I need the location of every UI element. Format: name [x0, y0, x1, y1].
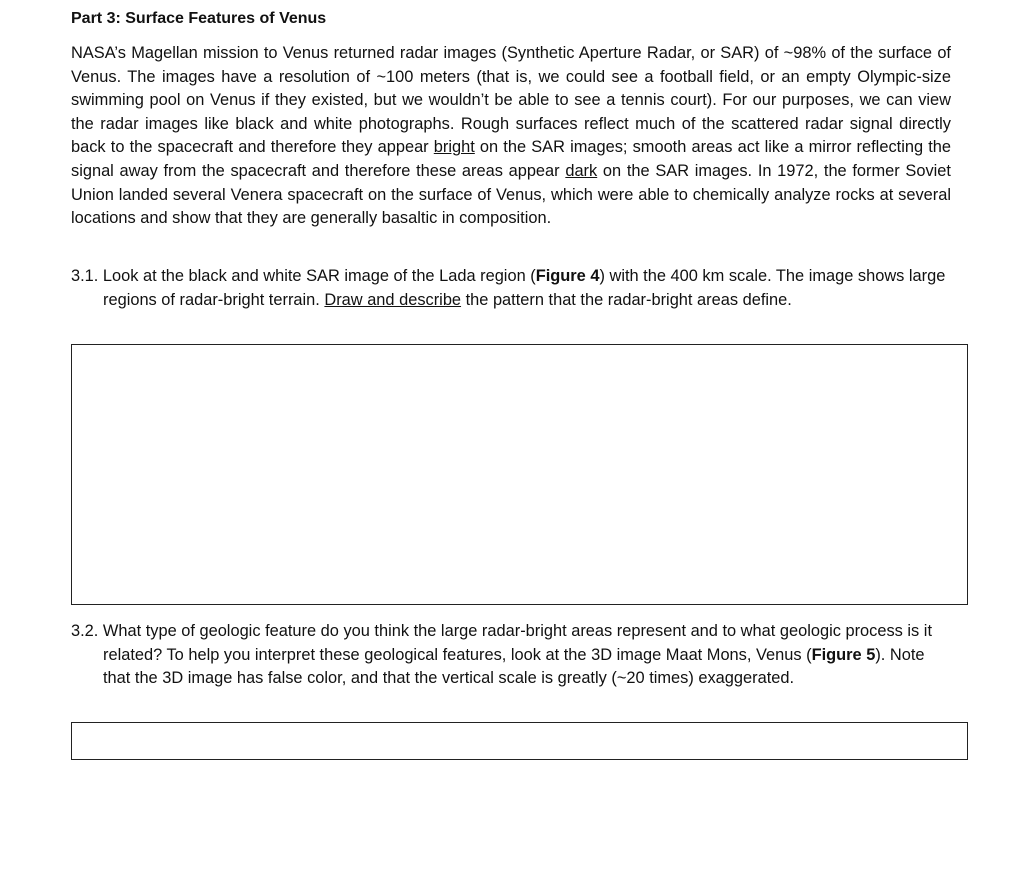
intro-text-2: on the SAR images; smooth areas act like a mirror reflecting the signal away from the spacecraft and therefore these areas appear — [71, 138, 951, 180]
figure-5-ref: Figure 5 — [811, 645, 876, 664]
question-3-1-text-a: 3.1. Look at the black and white SAR image of the Lada region ( — [71, 267, 536, 285]
question-3-2-text-b: ). Note that the 3D image has false color, and that the vertical scale is greatly (~20 times) exaggerated. — [103, 645, 925, 688]
dark-term: dark — [565, 161, 598, 180]
intro-paragraph — [71, 42, 951, 231]
question-3-1 — [71, 265, 948, 312]
section-heading: Part 3: Surface Features of Venus — [71, 10, 327, 27]
figure-4-ref: Figure 4 — [535, 267, 600, 285]
question-3-1-text-c: the pattern that the radar-bright areas define. — [461, 290, 792, 309]
answer-box-3-2[interactable] — [71, 722, 968, 760]
question-3-2 — [71, 620, 948, 691]
draw-describe-instruction: Draw and describe — [324, 290, 462, 309]
answer-box-3-1[interactable] — [71, 344, 968, 605]
intro-text-3: on the SAR images. In 1972, the former Soviet Union landed several Venera spacecraft on the surface of Venus, which were able to chemically analyze rocks at several locations and show that they are generally basaltic in composition. — [71, 161, 951, 228]
intro-text-1: NASA’s Magellan mission to Venus returned radar images (Synthetic Aperture Radar, or SAR) of ~98% of the surface of Venus. The images have a resolution of ~100 meters (that is, we could see a football field, or an empty Olympic-size swimming pool on Venus if they existed, but we wouldn’t be able to see a tennis court). For our purposes, we can view the radar images like black and white photographs. Rough surfaces reflect much of the scattered radar signal directly back to the spacecraft and therefore they appear — [71, 44, 951, 157]
bright-term: bright — [433, 138, 475, 157]
question-3-1-text-b: ) with the 400 km scale. The image shows large regions of radar-bright terrain. — [103, 267, 946, 309]
question-3-2-text-a: 3.2. What type of geologic feature do you think the large radar-bright areas represent and to what geologic process is it related? To help you interpret these geological features, look at the 3D image Maat Mons, Venus ( — [71, 622, 933, 664]
